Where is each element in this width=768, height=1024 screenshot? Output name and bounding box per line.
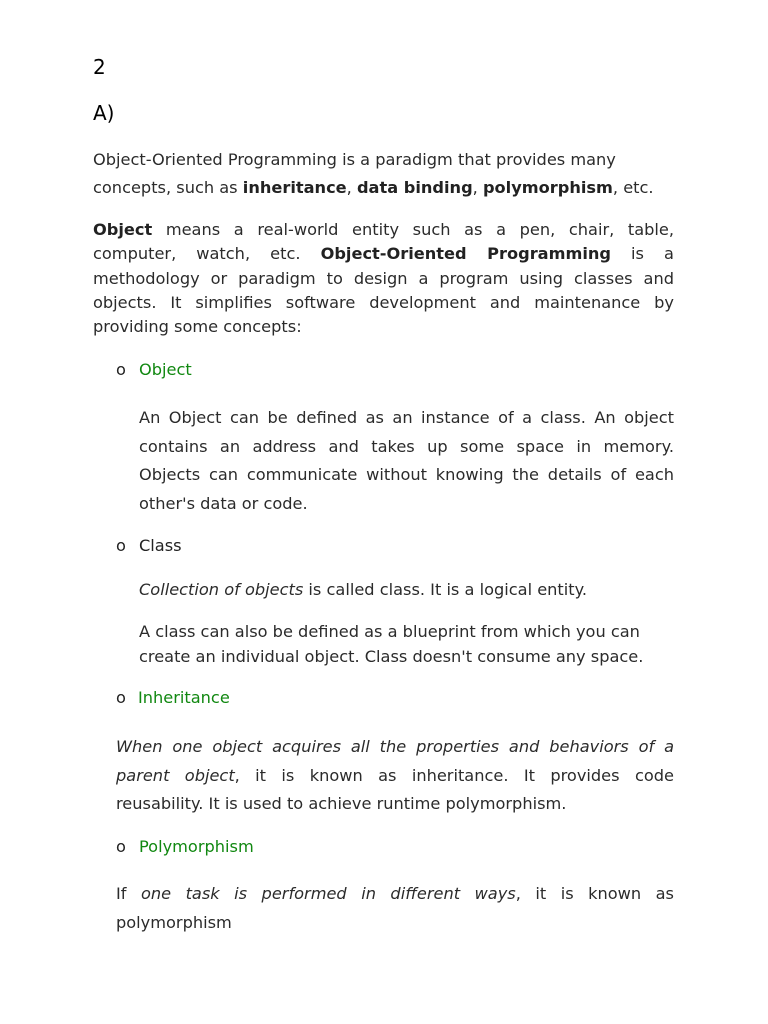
intro-term-data-binding: data binding xyxy=(356,178,473,197)
bullet-inheritance xyxy=(116,688,230,707)
polymorphism-paragraph xyxy=(116,880,674,937)
polymorphism-text-1: If xyxy=(116,884,141,903)
heading-polymorphism: Polymorphism xyxy=(139,837,254,856)
intro-text-4: , etc. xyxy=(612,178,654,197)
class-text-rest: is called class. It is a logical entity. xyxy=(303,580,588,599)
class-italic-phrase: Collection of objects xyxy=(139,580,304,599)
heading-inheritance: Inheritance xyxy=(138,688,230,707)
class-paragraph-2: A class can also be defined as a blueprint from which you can create an individual object. Class doesn't consume any space. xyxy=(139,622,644,666)
section-label: A) xyxy=(93,101,115,125)
definition-term-oop: Object-Oriented Programming xyxy=(320,244,611,264)
definition-text-1: means a real-world entity such as a pen, chair, table, computer, watch, etc. xyxy=(93,220,674,264)
definition-term-object: Object xyxy=(93,220,153,239)
bullet-marker: o xyxy=(116,360,126,379)
heading-object: Object xyxy=(139,360,192,379)
bullet-marker: o xyxy=(116,837,126,856)
intro-paragraph xyxy=(93,146,683,202)
heading-class: Class xyxy=(139,536,182,555)
polymorphism-italic-phrase: one task is performed in different ways xyxy=(140,884,516,903)
bullet-polymorphism xyxy=(116,837,254,856)
intro-text-3: , xyxy=(472,178,483,197)
bullet-marker: o xyxy=(116,536,126,555)
inheritance-paragraph xyxy=(116,733,674,819)
intro-term-polymorphism: polymorphism xyxy=(482,178,613,197)
intro-text-1: Object-Oriented Programming is a paradigm that provides many concepts, such as xyxy=(93,150,616,197)
inheritance-text-rest: , it is known as inheritance. It provides code reusability. It is used to achieve runtime polymorphism. xyxy=(116,765,674,813)
intro-text-2: , xyxy=(346,178,357,197)
class-paragraph-1 xyxy=(139,578,679,602)
polymorphism-text-rest: , it is known as polymorphism xyxy=(116,884,674,932)
page-number: 2 xyxy=(93,55,106,79)
bullet-class xyxy=(116,536,182,555)
inheritance-italic-phrase: When one object acquires all the properties and behaviors of a parent object xyxy=(116,737,674,785)
intro-term-inheritance: inheritance xyxy=(242,178,347,197)
bullet-object xyxy=(116,360,192,379)
object-paragraph: An Object can be defined as an instance of a class. An object contains an address and takes up some space in memory. Objects can communicate without knowing the details of each other's data or code. xyxy=(139,408,674,513)
definition-paragraph xyxy=(93,218,674,339)
bullet-marker: o xyxy=(116,688,126,707)
definition-text-2: is a methodology or paradigm to design a program using classes and objects. It simplifies software development and maintenance by providing some concepts: xyxy=(93,244,674,337)
